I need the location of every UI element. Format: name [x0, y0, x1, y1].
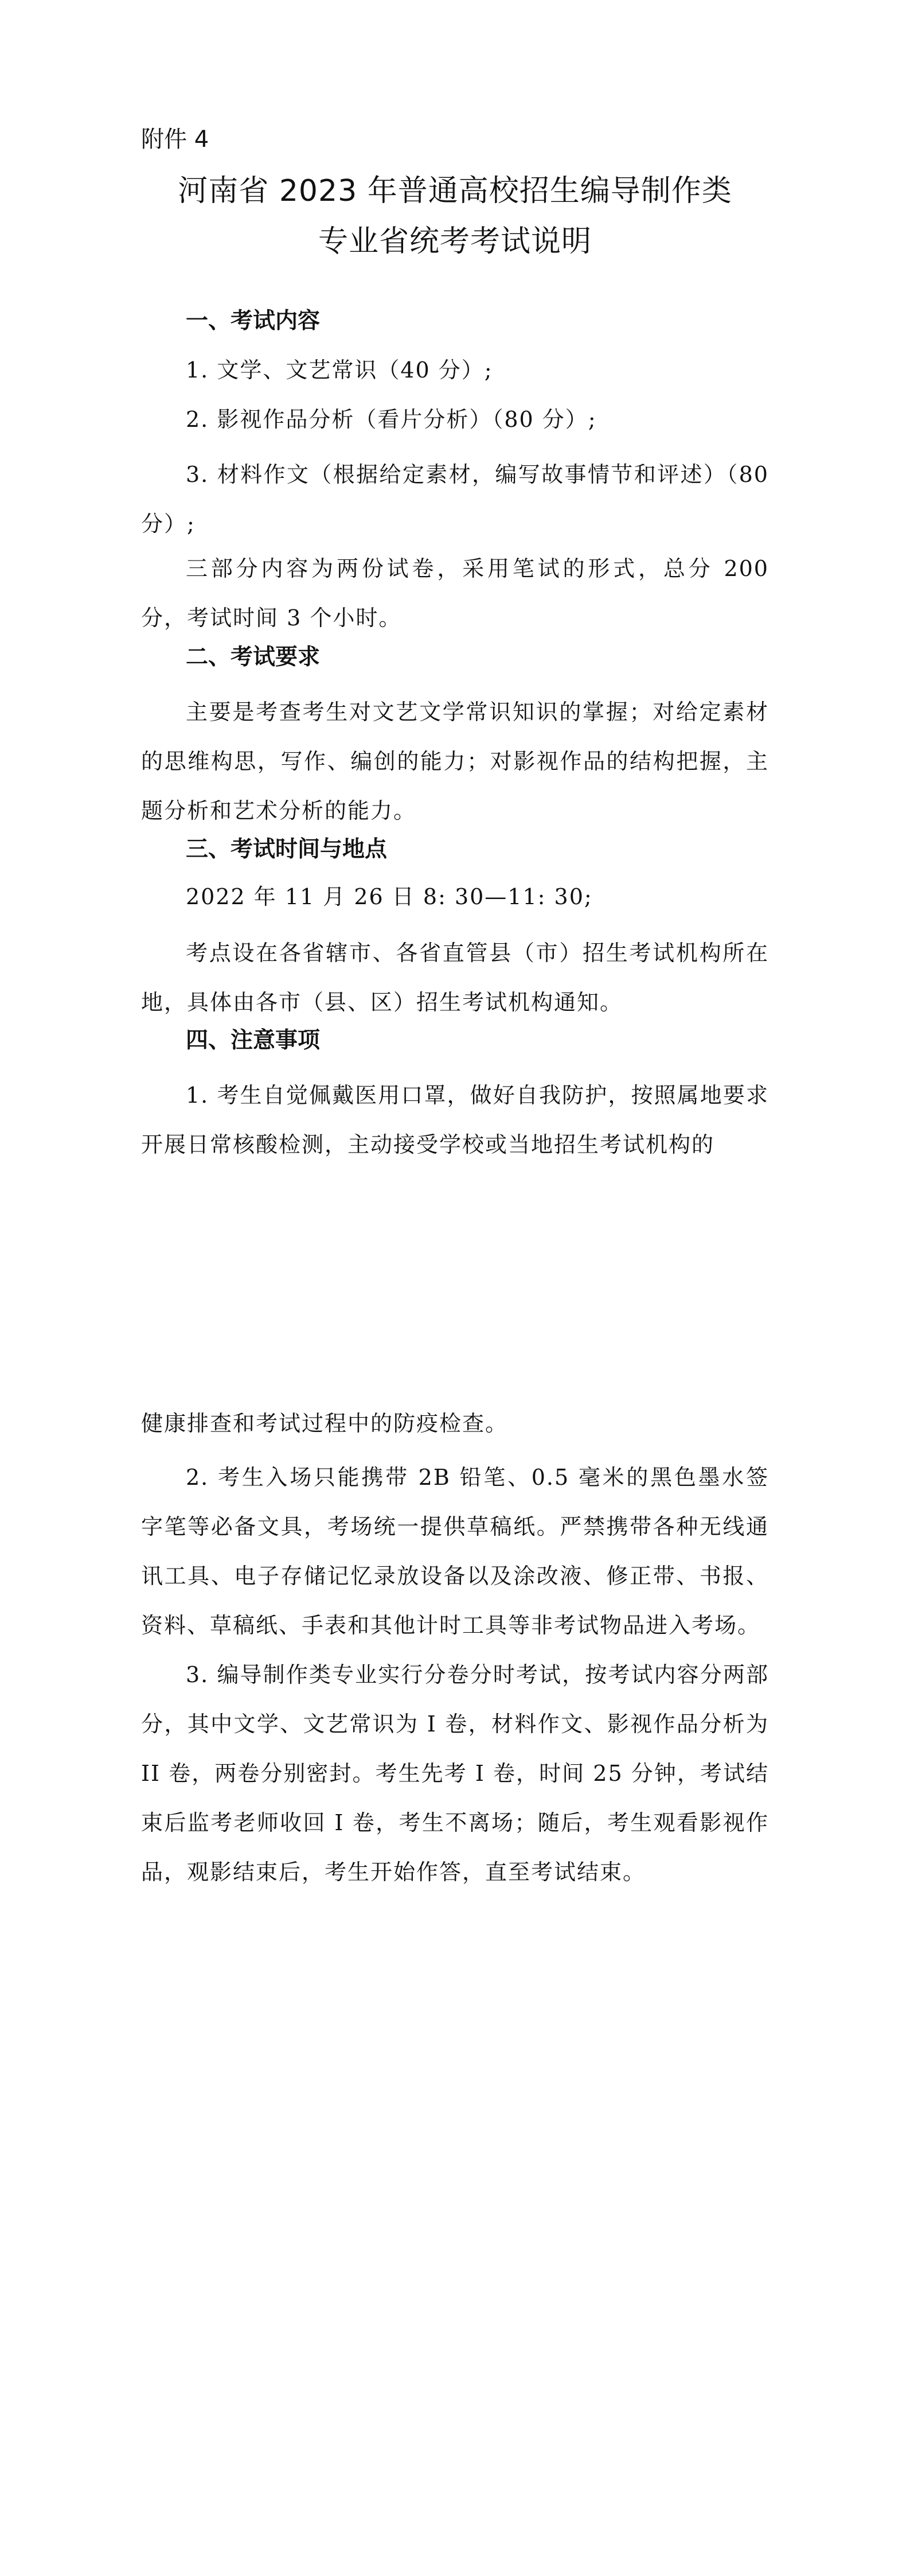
notes-item-1-part-2: 健康排查和考试过程中的防疫检查。	[141, 1411, 509, 1436]
exam-content-summary: 三部分内容为两份试卷，采用笔试的形式，总分 200 分，考试时间 3 个小时。	[141, 556, 769, 631]
exam-location: 考点设在各省辖市、各省直管县（市）招生考试机构所在地，具体由各市（县、区）招生考试机构通知。	[141, 940, 769, 1015]
notes-item-1-part-1: 1. 考生自觉佩戴医用口罩，做好自我防护，按照属地要求开展日常核酸检测，主动接受学校或当地招生考试机构的	[141, 1083, 769, 1157]
section-heading: 四、注意事项	[186, 1028, 321, 1053]
notes-item-3: 3. 编导制作类专业实行分卷分时考试，按考试内容分两部分，其中文学、文艺常识为 I 卷，材料作文、影视作品分析为 II 卷，两卷分别密封。考生先考 I 卷，时间 25 分钟，考试结束后监考老师收回 I 卷，考生不离场；随后，考生观看影视作品，观影结束后，考生开始作答，直至考试结束。	[141, 1662, 769, 1885]
exam-content-item-2: 2. 影视作品分析（看片分析）（80 分）;	[186, 407, 597, 432]
section-notes	[141, 1026, 769, 1055]
document-title-line-1: 河南省 2023 年普通高校招生编导制作类	[178, 174, 732, 208]
document-title-line-2: 专业省统考考试说明	[318, 224, 592, 259]
notes-item-2: 2. 考生入场只能携带 2B 铅笔、0.5 毫米的黑色墨水签字笔等必备文具，考场统一提供草稿纸。严禁携带各种无线通讯工具、电子存储记忆录放设备以及涂改液、修正带、书报、资料、草稿纸、手表和其他计时工具等非考试物品进入考场。	[141, 1465, 769, 1638]
exam-content-item-3: 3. 材料作文（根据给定素材，编写故事情节和评述）（80 分）;	[141, 462, 769, 536]
section-exam-time-place	[141, 835, 769, 864]
attachment-label: 附件 4	[141, 126, 209, 153]
exam-requirements-body: 主要是考查考生对文艺文学常识知识的掌握；对给定素材的思维构思，写作、编创的能力；对影视作品的结构把握，主题分析和艺术分析的能力。	[141, 699, 769, 823]
section-exam-content	[141, 307, 769, 336]
exam-time: 2022 年 11 月 26 日 8: 30—11: 30;	[186, 884, 593, 909]
exam-content-item-1: 1. 文学、文艺常识（40 分）;	[186, 357, 493, 383]
section-heading: 一、考试内容	[186, 308, 321, 334]
section-exam-requirements	[141, 643, 769, 672]
section-heading: 二、考试要求	[186, 644, 321, 670]
section-heading: 三、考试时间与地点	[186, 836, 388, 862]
